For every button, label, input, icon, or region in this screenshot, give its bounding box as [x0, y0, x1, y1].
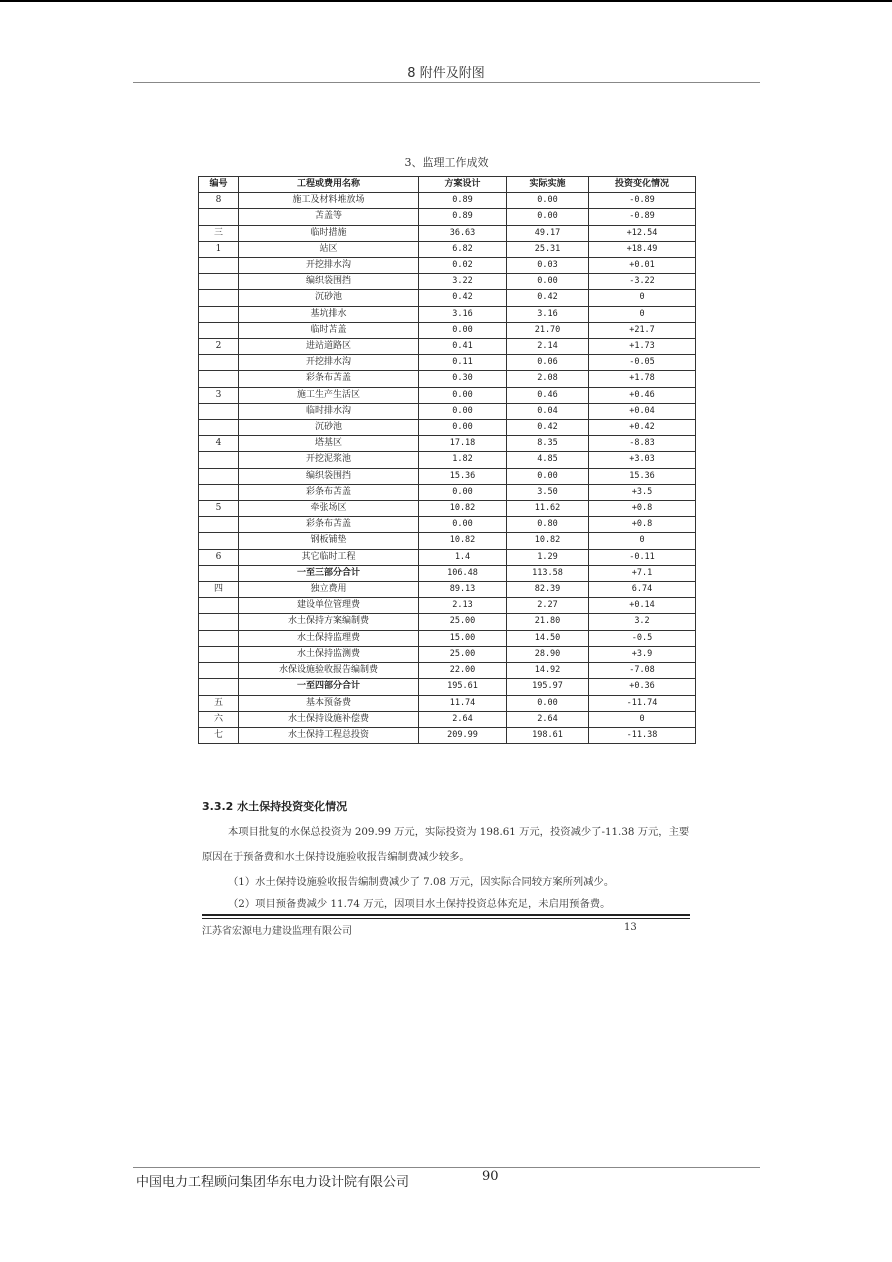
cell-name: 水土保持工程总投资: [239, 727, 419, 743]
cell-plan: 11.74: [419, 695, 507, 711]
cell-actual: 3.50: [507, 484, 589, 500]
cell-plan: 106.48: [419, 565, 507, 581]
cell-change: +0.14: [589, 598, 696, 614]
cell-no: 2: [199, 339, 239, 355]
cell-actual: 0.06: [507, 355, 589, 371]
col-header-plan: 方案设计: [419, 177, 507, 193]
cell-actual: 82.39: [507, 582, 589, 598]
cell-actual: 0.00: [507, 274, 589, 290]
cell-name: 建设单位管理费: [239, 598, 419, 614]
cell-no: [199, 630, 239, 646]
table-row: [199, 306, 696, 322]
col-header-no: 编号: [199, 177, 239, 193]
cell-name: 钢板铺垫: [239, 533, 419, 549]
table-body: [199, 193, 696, 744]
cell-name: 施工生产生活区: [239, 387, 419, 403]
table-row: [199, 339, 696, 355]
cell-change: 6.74: [589, 582, 696, 598]
cell-plan: 0.02: [419, 258, 507, 274]
cell-plan: 22.00: [419, 663, 507, 679]
table-row: [199, 598, 696, 614]
cell-actual: 0.46: [507, 387, 589, 403]
cell-change: +0.36: [589, 679, 696, 695]
table-row: [199, 630, 696, 646]
cell-change: -0.5: [589, 630, 696, 646]
table-row: [199, 582, 696, 598]
cell-plan: 0.30: [419, 371, 507, 387]
cell-plan: 25.00: [419, 614, 507, 630]
cell-change: 3.2: [589, 614, 696, 630]
cell-actual: 2.64: [507, 711, 589, 727]
cell-name: 施工及材料堆放场: [239, 193, 419, 209]
cell-no: [199, 468, 239, 484]
paragraph-item-1: （1）水土保持设施验收报告编制费减少了 7.08 万元，因实际合同较方案所列减少。: [228, 876, 615, 888]
table-row: [199, 517, 696, 533]
cell-plan: 25.00: [419, 646, 507, 662]
cell-name: 一至三部分合计: [239, 565, 419, 581]
cell-change: 0: [589, 290, 696, 306]
cell-change: +1.78: [589, 371, 696, 387]
cell-change: +3.9: [589, 646, 696, 662]
table-row: [199, 355, 696, 371]
table-row: [199, 403, 696, 419]
cell-plan: 1.4: [419, 549, 507, 565]
cell-actual: 0.42: [507, 290, 589, 306]
cell-change: 0: [589, 306, 696, 322]
cell-name: 彩条布苫盖: [239, 484, 419, 500]
inner-footer-rule-thick: [202, 914, 690, 916]
table-row: [199, 371, 696, 387]
cell-name: 水保设施验收报告编制费: [239, 663, 419, 679]
cell-no: [199, 322, 239, 338]
cell-change: -0.89: [589, 209, 696, 225]
cell-name: 苫盖等: [239, 209, 419, 225]
table-row: [199, 468, 696, 484]
cell-no: 六: [199, 711, 239, 727]
cell-name: 沉砂池: [239, 290, 419, 306]
table-row: [199, 565, 696, 581]
cell-change: -8.83: [589, 436, 696, 452]
table-row: [199, 679, 696, 695]
cell-actual: 0.03: [507, 258, 589, 274]
cell-name: 一至四部分合计: [239, 679, 419, 695]
inner-page-number: 13: [624, 922, 637, 933]
cell-actual: 0.00: [507, 209, 589, 225]
cell-no: 三: [199, 225, 239, 241]
cell-change: +7.1: [589, 565, 696, 581]
cell-plan: 0.00: [419, 403, 507, 419]
cell-name: 彩条布苫盖: [239, 517, 419, 533]
inner-footer-rule-thin: [202, 918, 690, 919]
cell-change: 0: [589, 533, 696, 549]
cell-change: +0.01: [589, 258, 696, 274]
cell-plan: 89.13: [419, 582, 507, 598]
cell-no: [199, 371, 239, 387]
cell-plan: 0.42: [419, 290, 507, 306]
cell-actual: 0.00: [507, 193, 589, 209]
cell-name: 开挖泥浆池: [239, 452, 419, 468]
cell-actual: 1.29: [507, 549, 589, 565]
cell-no: [199, 663, 239, 679]
col-header-actual: 实际实施: [507, 177, 589, 193]
cell-name: 站区: [239, 241, 419, 257]
cell-plan: 3.22: [419, 274, 507, 290]
table-row: [199, 501, 696, 517]
cell-plan: 1.82: [419, 452, 507, 468]
cell-no: [199, 646, 239, 662]
table-row: [199, 209, 696, 225]
cell-change: +3.03: [589, 452, 696, 468]
cell-name: 沉砂池: [239, 420, 419, 436]
cell-change: -11.74: [589, 695, 696, 711]
cell-actual: 49.17: [507, 225, 589, 241]
cell-no: 4: [199, 436, 239, 452]
table-row: [199, 452, 696, 468]
cell-no: 6: [199, 549, 239, 565]
cell-plan: 0.00: [419, 322, 507, 338]
cell-name: 开挖排水沟: [239, 258, 419, 274]
table-row: [199, 241, 696, 257]
cell-no: [199, 533, 239, 549]
table-row: [199, 258, 696, 274]
cell-change: -0.89: [589, 193, 696, 209]
cell-no: [199, 306, 239, 322]
paragraph-item-2: （2）项目预备费减少 11.74 万元，因项目水土保持投资总体充足，未启用预备费。: [228, 898, 611, 910]
table-row: [199, 646, 696, 662]
cell-plan: 195.61: [419, 679, 507, 695]
table-row: [199, 290, 696, 306]
cell-no: 3: [199, 387, 239, 403]
cell-name: 水土保持监理费: [239, 630, 419, 646]
cell-name: 编织袋围挡: [239, 468, 419, 484]
cell-plan: 0.00: [419, 420, 507, 436]
cell-plan: 0.00: [419, 484, 507, 500]
cell-plan: 3.16: [419, 306, 507, 322]
footer-rule: [133, 1167, 760, 1168]
cell-name: 开挖排水沟: [239, 355, 419, 371]
cell-no: [199, 452, 239, 468]
cell-change: -7.08: [589, 663, 696, 679]
cell-plan: 10.82: [419, 501, 507, 517]
cell-change: 15.36: [589, 468, 696, 484]
cell-change: -3.22: [589, 274, 696, 290]
cell-actual: 4.85: [507, 452, 589, 468]
cell-name: 水土保持设施补偿费: [239, 711, 419, 727]
cell-plan: 0.41: [419, 339, 507, 355]
cell-name: 水土保持监测费: [239, 646, 419, 662]
cell-no: [199, 355, 239, 371]
cell-actual: 25.31: [507, 241, 589, 257]
footer-company: 中国电力工程顾问集团华东电力设计院有限公司: [136, 1175, 410, 1190]
cell-change: +0.8: [589, 501, 696, 517]
cell-no: [199, 517, 239, 533]
cell-plan: 15.36: [419, 468, 507, 484]
cell-change: +21.7: [589, 322, 696, 338]
table-row: [199, 663, 696, 679]
table-row: [199, 225, 696, 241]
table-row: [199, 193, 696, 209]
cell-change: 0: [589, 711, 696, 727]
table-row: [199, 711, 696, 727]
cell-actual: 8.35: [507, 436, 589, 452]
table-row: [199, 533, 696, 549]
cell-name: 其它临时工程: [239, 549, 419, 565]
section-title: 3.3.2 水土保持投资变化情况: [202, 800, 348, 813]
cell-actual: 113.58: [507, 565, 589, 581]
table-row: [199, 322, 696, 338]
cell-actual: 28.90: [507, 646, 589, 662]
cell-change: +3.5: [589, 484, 696, 500]
cell-actual: 0.80: [507, 517, 589, 533]
cell-change: +0.04: [589, 403, 696, 419]
cell-no: [199, 209, 239, 225]
cell-plan: 0.11: [419, 355, 507, 371]
cell-no: [199, 274, 239, 290]
cell-name: 基坑排水: [239, 306, 419, 322]
cell-plan: 17.18: [419, 436, 507, 452]
table-row: [199, 274, 696, 290]
cell-actual: 2.27: [507, 598, 589, 614]
cell-no: [199, 420, 239, 436]
cell-name: 塔基区: [239, 436, 419, 452]
investment-table: [198, 176, 696, 744]
cell-no: [199, 679, 239, 695]
cell-plan: 15.00: [419, 630, 507, 646]
inner-footer-company: 江苏省宏源电力建设监理有限公司: [202, 926, 352, 937]
table-header-row: [199, 177, 696, 193]
cell-plan: 209.99: [419, 727, 507, 743]
cell-no: [199, 403, 239, 419]
cell-change: +0.46: [589, 387, 696, 403]
cell-actual: 2.14: [507, 339, 589, 355]
table-row: [199, 387, 696, 403]
cell-actual: 14.50: [507, 630, 589, 646]
cell-change: +0.42: [589, 420, 696, 436]
cell-change: -11.38: [589, 727, 696, 743]
cell-change: -0.11: [589, 549, 696, 565]
cell-name: 基本预备费: [239, 695, 419, 711]
table-row: [199, 436, 696, 452]
cell-name: 编织袋围挡: [239, 274, 419, 290]
table-row: [199, 549, 696, 565]
footer-page-number: 90: [482, 1169, 499, 1184]
table-row: [199, 420, 696, 436]
cell-no: 5: [199, 501, 239, 517]
cell-name: 临时排水沟: [239, 403, 419, 419]
table-row: [199, 614, 696, 630]
cell-actual: 2.08: [507, 371, 589, 387]
cell-change: -0.05: [589, 355, 696, 371]
cell-actual: 21.70: [507, 322, 589, 338]
cell-change: +0.8: [589, 517, 696, 533]
cell-no: [199, 614, 239, 630]
cell-no: [199, 258, 239, 274]
table-row: [199, 695, 696, 711]
table-caption: 3、监理工作成效: [404, 156, 489, 169]
cell-name: 临时苫盖: [239, 322, 419, 338]
cell-plan: 0.00: [419, 517, 507, 533]
cell-no: [199, 565, 239, 581]
cell-plan: 0.89: [419, 209, 507, 225]
cell-plan: 0.00: [419, 387, 507, 403]
cell-name: 临时措施: [239, 225, 419, 241]
cell-name: 水土保持方案编制费: [239, 614, 419, 630]
cell-no: [199, 598, 239, 614]
cell-name: 独立费用: [239, 582, 419, 598]
cell-change: +18.49: [589, 241, 696, 257]
cell-plan: 2.13: [419, 598, 507, 614]
cell-actual: 198.61: [507, 727, 589, 743]
cell-change: +12.54: [589, 225, 696, 241]
cell-actual: 0.00: [507, 468, 589, 484]
cell-actual: 195.97: [507, 679, 589, 695]
page-header: 8 附件及附图: [407, 66, 485, 81]
cell-plan: 0.89: [419, 193, 507, 209]
col-header-name: 工程或费用名称: [239, 177, 419, 193]
cell-plan: 36.63: [419, 225, 507, 241]
cell-no: 五: [199, 695, 239, 711]
cell-actual: 10.82: [507, 533, 589, 549]
table-row: [199, 484, 696, 500]
cell-no: [199, 484, 239, 500]
top-border-line: [0, 0, 892, 2]
cell-actual: 0.04: [507, 403, 589, 419]
cell-no: [199, 290, 239, 306]
col-header-change: 投资变化情况: [589, 177, 696, 193]
cell-plan: 2.64: [419, 711, 507, 727]
cell-name: 彩条布苫盖: [239, 371, 419, 387]
cell-actual: 0.00: [507, 695, 589, 711]
cell-no: 8: [199, 193, 239, 209]
cell-plan: 6.82: [419, 241, 507, 257]
cell-plan: 10.82: [419, 533, 507, 549]
cell-change: +1.73: [589, 339, 696, 355]
cell-no: 四: [199, 582, 239, 598]
cell-actual: 21.80: [507, 614, 589, 630]
cell-no: 七: [199, 727, 239, 743]
cell-actual: 11.62: [507, 501, 589, 517]
cell-actual: 3.16: [507, 306, 589, 322]
cell-name: 进站道路区: [239, 339, 419, 355]
table-row: [199, 727, 696, 743]
header-rule: [133, 82, 760, 83]
paragraph-summary: 本项目批复的水保总投资为 209.99 万元，实际投资为 198.61 万元，投资减少了-11.38 万元，主要原因在于预备费和水土保持设施验收报告编制费减少较多。: [202, 826, 690, 863]
cell-actual: 14.92: [507, 663, 589, 679]
cell-name: 牵张场区: [239, 501, 419, 517]
cell-no: 1: [199, 241, 239, 257]
cell-actual: 0.42: [507, 420, 589, 436]
